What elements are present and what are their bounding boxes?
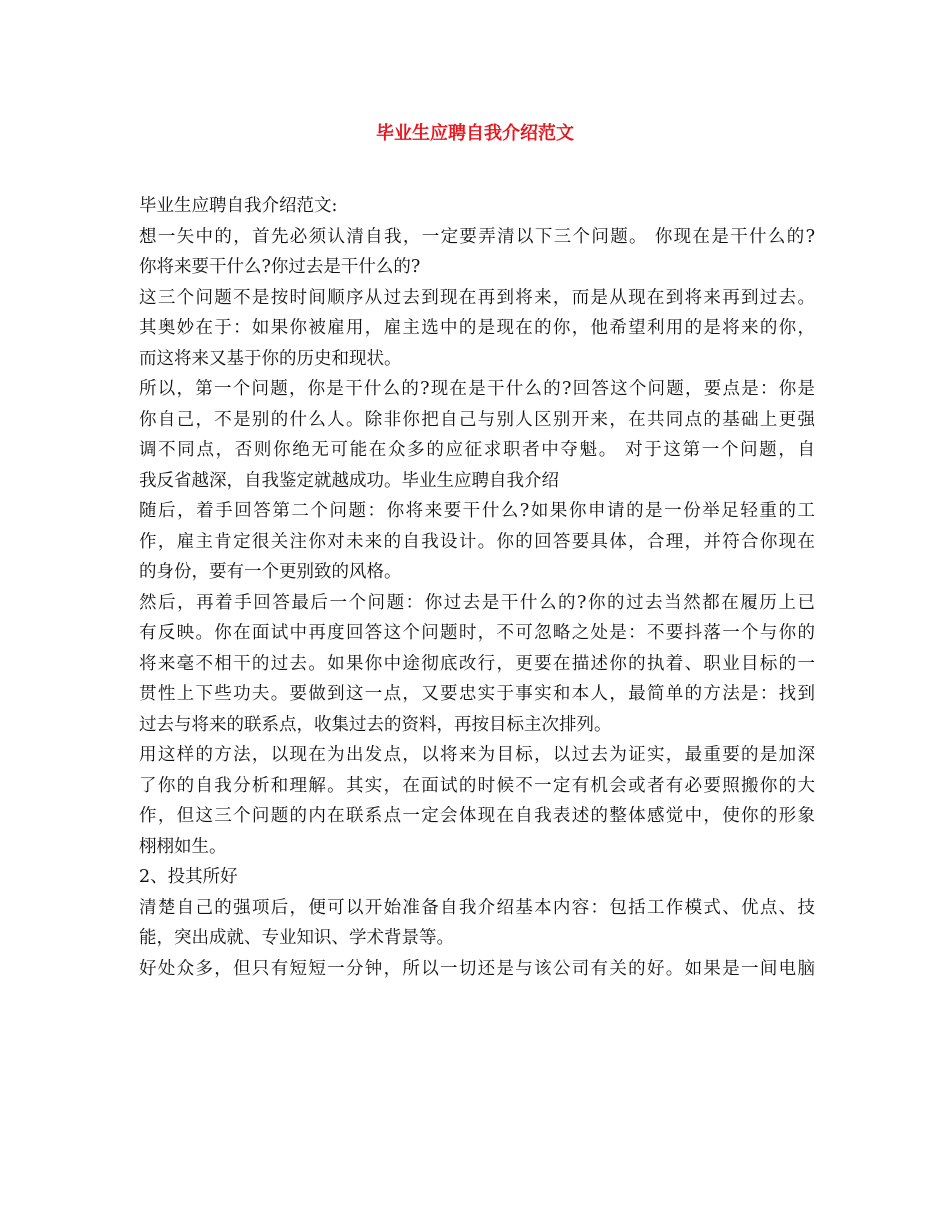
document-body — [139, 191, 815, 984]
body-line: 的身份，要有一个更别致的风格。 — [139, 562, 402, 582]
body-line: 想一矢中的，首先必须认清自我，一定要弄清以下三个问题。 你现在是干什么的? — [139, 226, 815, 247]
body-line: 调不同点，否则你绝无可能在众多的应征求职者中夺魁。 对于这第一个问题，自 — [139, 440, 815, 460]
body-line: 作，雇主肯定很关注你对未来的自我设计。你的回答要具体，合理，并符合你现在 — [139, 531, 815, 552]
body-line: 其奥妙在于：如果你被雇用，雇主选中的是现在的你，他希望利用的是将来的你， — [139, 318, 815, 338]
body-line: 将来毫不相干的过去。如果你中途彻底改行，更要在描述你的执着、职业目标的一 — [139, 653, 815, 674]
body-line: 有反映。你在面试中再度回答这个问题时，不可忽略之处是：不要抖落一个与你的 — [139, 623, 815, 643]
body-line: 能，突出成就、专业知识、学术背景等。 — [139, 928, 454, 948]
body-line: 我反省越深，自我鉴定就越成功。毕业生应聘自我介绍 — [139, 470, 559, 491]
document-title: 毕业生应聘自我介绍范文 — [376, 123, 574, 144]
body-line: 作，但这三个问题的内在联系点一定会体现在自我表述的整体感觉中，使你的形象 — [139, 806, 815, 826]
body-line: 用这样的方法，以现在为出发点，以将来为目标，以过去为证实，最重要的是加深 — [139, 745, 815, 765]
body-line: 贯性上下些功夫。要做到这一点，又要忠实于事实和本人，最简单的方法是：找到 — [139, 684, 815, 704]
body-line: 过去与将来的联系点，收集过去的资料，再按目标主次排列。 — [139, 714, 612, 735]
body-line: 2、投其所好 — [139, 867, 238, 887]
body-line: 随后，着手回答第二个问题：你将来要干什么?如果你申请的是一份举足轻重的工 — [139, 501, 815, 521]
body-line: 毕业生应聘自我介绍范文: — [139, 196, 338, 216]
body-line: 这三个问题不是按时间顺序从过去到现在再到将来，而是从现在到将来再到过去。 — [139, 287, 815, 308]
body-line: 了你的自我分析和理解。其实，在面试的时候不一定有机会或者有必要照搬你的大 — [139, 775, 815, 796]
body-line: 所以，第一个问题，你是干什么的?现在是干什么的?回答这个问题，要点是：你是 — [139, 379, 815, 399]
body-line: 栩栩如生。 — [139, 836, 227, 857]
body-line: 好处众多，但只有短短一分钟，所以一切还是与该公司有关的好。如果是一间电脑 — [139, 958, 815, 979]
body-line: 你将来要干什么?你过去是干什么的? — [139, 257, 421, 277]
body-line: 清楚自己的强项后，便可以开始准备自我介绍基本内容：包括工作模式、优点、技 — [139, 897, 815, 918]
body-line: 然后，再着手回答最后一个问题：你过去是干什么的?你的过去当然都在履历上已 — [139, 592, 815, 613]
body-line: 而这将来又基于你的历史和现状。 — [139, 348, 402, 369]
body-line: 你自己，不是别的什么人。除非你把自己与别人区别开来，在共同点的基础上更强 — [139, 409, 815, 430]
